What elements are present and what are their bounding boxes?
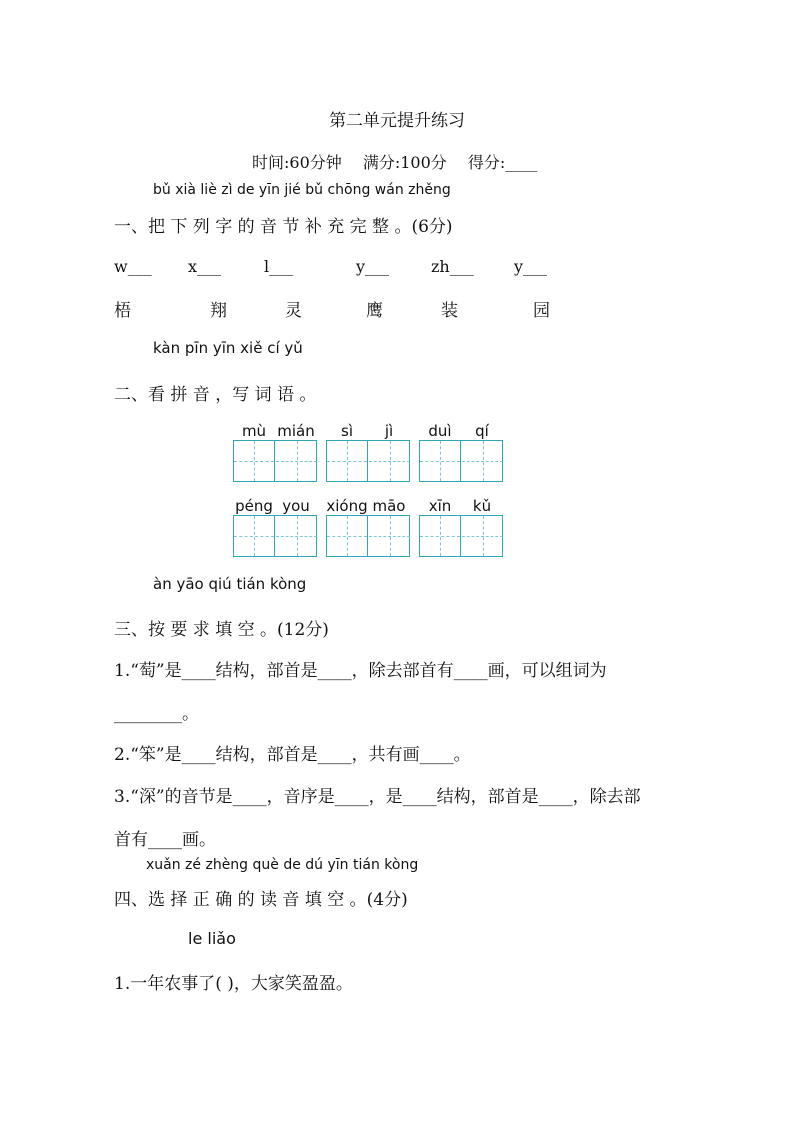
blank-3[interactable]: l___ [264, 257, 294, 276]
section-2-heading: 二、看 拼 音 ，写 词 语 。 [114, 385, 317, 405]
blank-6[interactable]: y___ [514, 257, 548, 276]
pinyin-label: kǔ [472, 497, 492, 515]
char-4: 鹰 [366, 301, 383, 321]
writing-box[interactable] [233, 440, 317, 482]
score-field: 得分:____ [467, 153, 538, 172]
blank-2[interactable]: x___ [188, 257, 222, 276]
writing-box[interactable] [419, 440, 503, 482]
writing-box[interactable] [419, 515, 503, 557]
pinyin-label: māo [372, 497, 406, 515]
section-2-pinyin: kàn pīn yīn xiě cí yǔ [153, 339, 303, 357]
page-title: 第二单元提升练习 [329, 111, 465, 131]
section-3-pinyin: àn yāo qiú tián kòng [153, 575, 307, 593]
pinyin-label: you [282, 497, 310, 515]
question-1-line-2: ________。 [114, 704, 199, 724]
question-1-line-1: 1.“萄”是____结构，部首是____，除去部首有____画，可以组词为 [114, 661, 607, 681]
section-3-heading: 三、按 要 求 填 空 。(12分) [114, 620, 329, 640]
pinyin-label: mián [277, 422, 315, 440]
section-4-heading: 四、选 择 正 确 的 读 音 填 空 。(4分) [114, 890, 408, 910]
pinyin-label: duì [428, 422, 452, 440]
char-3: 灵 [285, 301, 302, 321]
question-2: 2.“笨”是____结构，部首是____，共有画____。 [114, 745, 471, 765]
blank-4[interactable]: y___ [356, 257, 390, 276]
question-3-line-1: 3.“深”的音节是____，音序是____，是____结构，部首是____，除去部 [114, 787, 641, 807]
pinyin-label: xióng [326, 497, 368, 515]
pinyin-label: péng [235, 497, 273, 515]
question-4-1: 1.一年农事了( )，大家笑盈盈。 [114, 974, 353, 994]
char-1: 梧 [114, 301, 131, 321]
char-6: 园 [533, 301, 550, 321]
blank-5[interactable]: zh___ [431, 257, 474, 276]
writing-box[interactable] [326, 440, 410, 482]
section-4-pinyin: xuǎn zé zhèng què de dú yīn tián kòng [146, 857, 419, 873]
char-5: 装 [441, 301, 458, 321]
full-score: 满分:100分 [362, 153, 447, 172]
section-1-pinyin: bǔ xià liè zì de yīn jié bǔ chōng wán zhěng [153, 182, 451, 198]
pinyin-label: mù [241, 422, 267, 440]
pinyin-label: xīn [428, 497, 452, 515]
writing-box[interactable] [233, 515, 317, 557]
pinyin-label: jì [384, 422, 394, 440]
time-limit: 时间:60分钟 [252, 153, 342, 172]
pinyin-label: qí [475, 422, 489, 440]
section-1-heading: 一、把 下 列 字 的 音 节 补 充 完 整 。(6分) [114, 217, 453, 237]
exam-meta [252, 150, 553, 173]
char-2: 翔 [210, 301, 227, 321]
pinyin-label: sì [341, 422, 353, 440]
blank-1[interactable]: w___ [114, 257, 152, 276]
question-3-line-2: 首有____画。 [114, 830, 216, 850]
reading-options: le liǎo [188, 929, 236, 948]
writing-box[interactable] [326, 515, 410, 557]
